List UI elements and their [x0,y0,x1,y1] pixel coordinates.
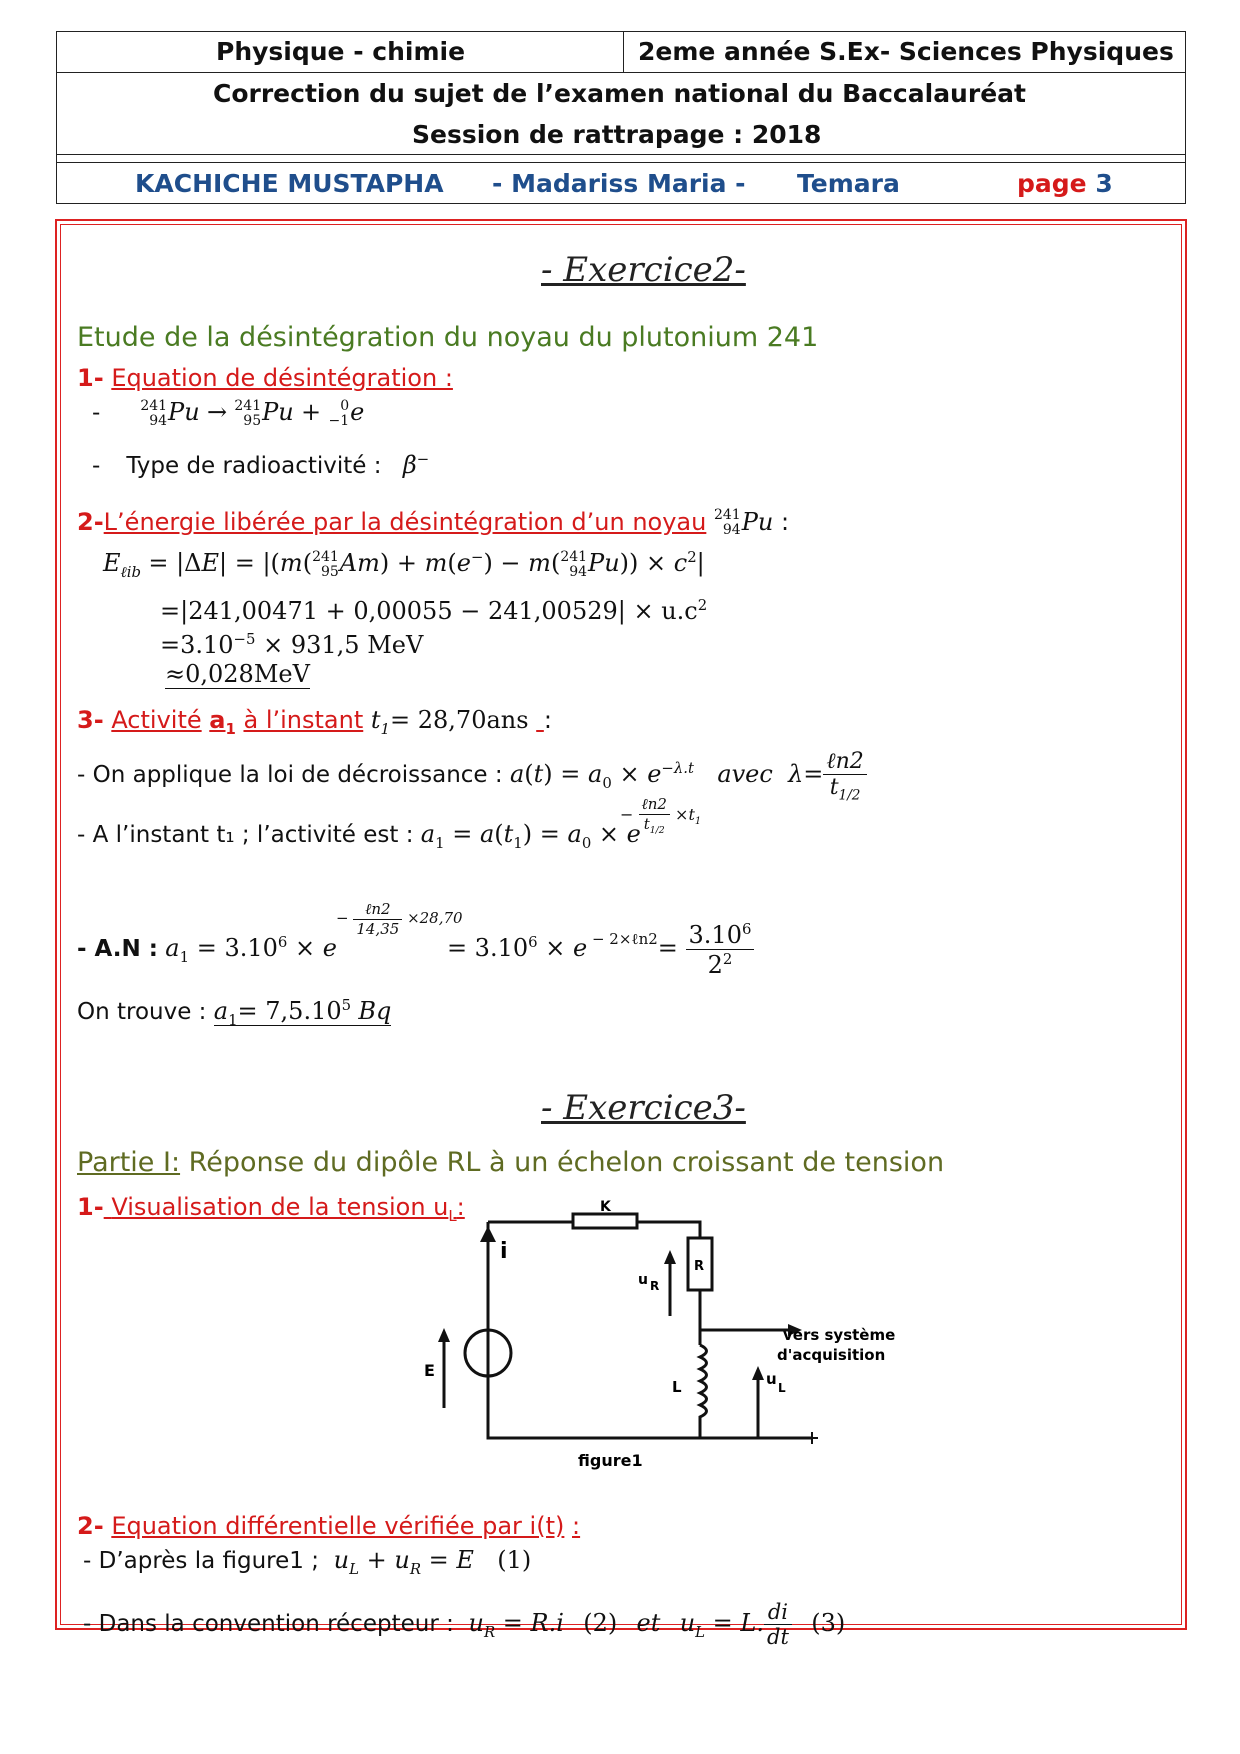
fig-label-ur: u [638,1272,648,1288]
header-city: Temara [797,169,900,198]
ex2-energy-line3b: × 931,5 MeV [263,631,424,659]
ex2-an-label: - A.N : [77,936,158,962]
ex2-equation: - 241 94Pu → 241 95Pu + 0 −1e [92,397,365,429]
rl-circuit-figure [400,1200,920,1470]
svg-text:R: R [650,1279,660,1293]
ex2-an-exponent: − $\frac{\text{ℓn2}}{14,35}$ ×28,70 [336,900,463,938]
ex3-eq2-text: - Dans la convention récepteur : [83,1611,454,1637]
header-level: 2eme année S.Ex- Sciences Physiques [638,37,1174,66]
header-page [1017,169,1113,198]
ex3-q1-num: 1- [77,1193,104,1221]
header-table [56,31,1186,204]
ex3-q2-label: Equation différentielle vérifiée par i(t) [111,1512,565,1540]
ex2-energy-eq3: $=3.10^{-5} \times 931,5$ MeV [160,630,424,659]
ex3-q1-heading: 1- Visualisation de la tension $u_L$: [77,1193,465,1225]
header-title-line1: Correction du sujet de l’examen national du Baccalauréat [213,79,1026,108]
fig-label-l: L [672,1378,682,1396]
ex2-type-line: - Type de radioactivité : β− [92,450,430,479]
ex2-an-line: - A.N : $a_1 = 3.10^6 \times e = 3.10^6 \times e$ $^{- 2\times\ell n2}$= $\frac{3.10^6}{2^2}$ [77,920,754,979]
header-school: - Madariss Maria - [492,169,746,198]
header-line [57,154,1185,155]
fig-label-i: i [500,1239,508,1264]
ex2-q3-heading: 3- Activité $a_1$ à l’instant $t_1= 28,70ans$ : [77,706,552,738]
ex2-energy-line2: =|241,00471 + 0,00055 − 241,00529| × u.c [160,597,698,625]
ex2-q1-num: 1- [77,364,104,392]
ex2-type-label: Type de radioactivité : [126,453,382,479]
ex2-inst-exponent: − $\frac{\text{ℓn2}}{t_{1/2}}$ $\times t_1$ [620,795,702,836]
ex3-q1-label: Visualisation de la tension u [111,1193,449,1221]
page-number: 3 [1095,169,1113,198]
ex2-energy-result: ≈0,028MeV [165,660,310,688]
ex2-q3-t1: = 28,70ans [390,706,529,734]
ex3-q2-colon: : [572,1512,581,1540]
ex2-energy-eq1: $E_{\ell ib} = |\Delta E| = |(m(241$ 95Am) + m(e−) − m(241 $94Pu)) \times c^2|$ [103,548,705,581]
page-label: page [1017,169,1087,198]
exercise2-subtitle: Etude de la désintégration du noyau du plutonium 241 [77,322,819,353]
ex3-q2-heading [77,1512,580,1540]
fig-label-ul: u [766,1370,777,1388]
fig-label-acq2: d'acquisition [777,1346,886,1364]
exercise3-title: - Exercice3- [541,1088,746,1128]
ex2-q3-num: 3- [77,706,104,734]
header-line [57,162,1185,163]
ex2-activity-result: = 7,5.10 [237,997,342,1025]
ex2-energy-line3: =3.10 [160,631,234,659]
ex2-q1-heading [77,364,453,392]
ex2-found-text: On trouve : [77,999,207,1025]
ex3-q2-num: 2- [77,1512,104,1540]
ex3-partie-line [77,1147,944,1178]
fig-caption: figure1 [578,1451,643,1470]
ex3-eq2-line: - Dans la convention récepteur : $u_R = R.i$ (2) et $u_L = L$. $\frac{di}{dt}$ (3) [83,1600,846,1649]
ex2-q3-label-a: Activité [111,706,202,734]
header-title-line2: Session de rattrapage : 2018 [412,120,822,149]
ex3-eq1-text: - D’après la figure1 ; [83,1548,319,1574]
ex2-q2-num: 2- [77,508,104,536]
ex2-q3-label-b: à l’instant [243,706,364,734]
ex3-eq1-line: - D’après la figure1 ; $u_L + u_R = E$ (1) [83,1546,532,1578]
ex2-energy-result-wrap [165,660,310,688]
ex2-inst-text: - A l’instant t₁ ; l’activité est : [77,822,414,848]
ex2-q2-heading: 2-L’énergie libérée par la désintégration d’un noyau 241 94Pu : [77,507,790,538]
ex2-q1-label: Equation de désintégration : [111,364,453,392]
ex2-energy-eq2: $=|241,00471 + 0,00055 - 241,00529| \times u.c^2$ [160,596,708,625]
svg-text:L: L [778,1381,786,1395]
fig-label-r: R [694,1259,705,1274]
ex3-partie-text: Réponse du dipôle RL à un échelon croissant de tension [188,1147,945,1178]
header-divider [623,32,624,72]
ex2-law-line: - On applique la loi de décroissance : $a(t) = a_0 \times e^{-\lambda.t}$ avec λ= $\frac{\text{ℓn2}}{t_{1/2}}$ [77,748,867,803]
header-author: KACHICHE MUSTAPHA [135,169,444,198]
ex2-inst-line: - A l’instant t₁ ; l’activité est : $a_1 = a(t_1) = a_0 \times e$ [77,820,641,852]
exercise2-title: - Exercice2- [541,250,746,290]
header-subject: Physique - chimie [216,37,466,66]
ex2-law-text: - On applique la loi de décroissance : [77,762,503,789]
header-line [57,72,1185,73]
fig-label-acq1: vers système [783,1326,896,1344]
ex2-q2-label: L’énergie libérée par la désintégration d’un noyau [103,508,707,536]
fig-label-k: K [600,1200,611,1215]
fig-label-e: E [424,1361,435,1380]
ex3-partie-label: Partie I: [77,1147,181,1178]
ex2-found-line: On trouve : $a_1= 7,5.10^5$ Bq [77,996,392,1029]
